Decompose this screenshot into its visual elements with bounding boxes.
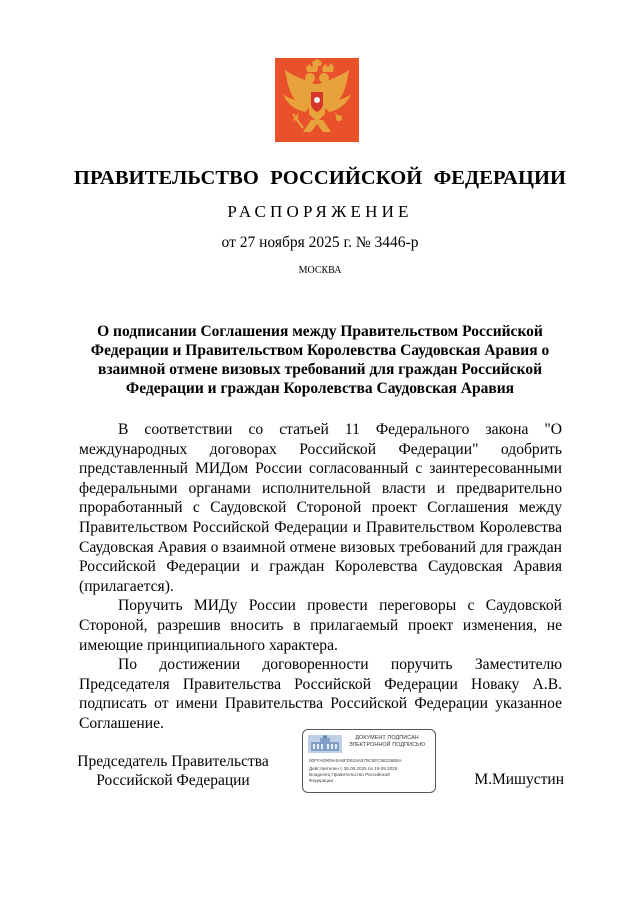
stamp-title-line: ДОКУМЕНТ ПОДПИСАН bbox=[355, 735, 419, 741]
paragraph: По достижении договоренности поручить Заместителю Председателя Правительства Российской Федерации Новаку А.В. подписать от имени Правительства Российской Федерации указанное Соглашение. bbox=[79, 656, 562, 732]
government-title: ПРАВИТЕЛЬСТВО РОССИЙСКОЙ ФЕДЕРАЦИИ bbox=[73, 167, 567, 189]
signer-position-line: Российской Федерации bbox=[96, 772, 250, 789]
electronic-signature-stamp bbox=[302, 729, 436, 793]
russian-coat-of-arms-icon bbox=[275, 58, 359, 142]
signer-position bbox=[68, 752, 278, 790]
stamp-title-line: ЭЛЕКТРОННОЙ ПОДПИСЬЮ bbox=[348, 741, 426, 748]
stamp-owner: Федерации bbox=[309, 778, 334, 783]
stamp-title bbox=[343, 735, 431, 748]
stamp-certificate: 00FFA0909A5A8FD615A579C5FC8823665A bbox=[309, 758, 402, 763]
document-date-number: от 27 ноября 2025 г. № 3446-р bbox=[221, 234, 419, 251]
paragraph: Поручить МИДу России провести переговоры с Саудовской Стороной, разрешив вносить в прилагаемый проект изменения, не имеющие принципиального характера. bbox=[79, 597, 562, 654]
signer-position-line: Председатель Правительства bbox=[77, 753, 269, 770]
stamp-validity: Действителен с 26.06.2025 по 19.09.2026 bbox=[309, 766, 398, 771]
document-subject: О подписании Соглашения между Правительством Российской Федерации и Правительством Королевства Саудовская Аравия о взаимной отмене визовых требований для граждан Российской Федерации и граждан Королевства Саудовская Аравия bbox=[90, 323, 550, 397]
signer-name: М.Мишустин bbox=[474, 771, 564, 788]
document-type: РАСПОРЯЖЕНИЕ bbox=[227, 202, 413, 221]
document-body bbox=[79, 420, 562, 734]
stamp-owner: Владелец Правительство Российской bbox=[309, 772, 390, 777]
government-building-icon bbox=[308, 735, 342, 753]
paragraph: В соответствии со статьей 11 Федерального закона "О международных договорах Российской Федерации" одобрить представленный МИДом России согласованный с заинтересованными федеральными органами исполнительной власти и предварительно проработанный с Саудовской Стороной проект Соглашения между Правительством Российской Федерации и Правительством Королевства Саудовская Аравия о взаимной отмене визовых требований для граждан Российской Федерации и граждан Королевства Саудовская Аравия (прилагается). bbox=[79, 421, 562, 595]
city: МОСКВА bbox=[298, 265, 342, 276]
